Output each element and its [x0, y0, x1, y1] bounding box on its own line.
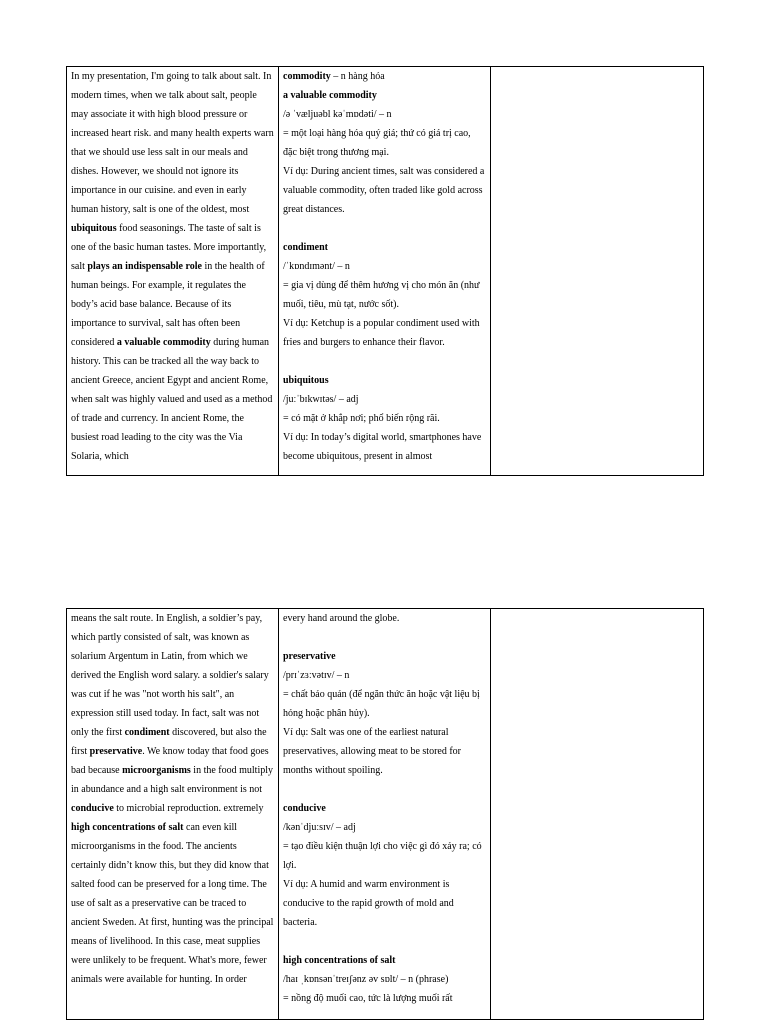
spacer — [283, 628, 486, 647]
key-term: a valuable commodity — [283, 90, 377, 101]
vocab-line — [283, 818, 486, 837]
key-term: high concentrations of salt — [283, 955, 396, 966]
vocab-line — [283, 409, 486, 428]
vocab-line — [283, 837, 486, 875]
text-run: /kənˈdjuːsɪv/ – adj — [283, 822, 356, 833]
passage-text — [67, 67, 278, 475]
notes-table-2 — [66, 608, 704, 1020]
vocab-line — [283, 609, 486, 628]
text-run: = gia vị dùng để thêm hương vị cho món ăn (như muối, tiêu, mù tạt, nước sốt). — [283, 280, 480, 310]
text-run: . We know today that food goes bad because — [71, 746, 269, 776]
key-term: conducive — [71, 803, 114, 814]
text-run: during human history. This can be tracked all the way back to ancient Greece, ancient Egypt and ancient Rome, when salt was highly valued and used as a method of trade and currency. In ancient Rome, the busiest road leading to the city was the Via Solaria, which — [71, 337, 273, 462]
text-run: /prɪˈzɜːvətɪv/ – n — [283, 670, 350, 681]
vocab-line — [283, 276, 486, 314]
vocab-line — [283, 390, 486, 409]
text-run: every hand around the globe. — [283, 613, 400, 624]
passage-paragraph — [71, 67, 274, 466]
notes-cell — [491, 609, 704, 1020]
vocab-line — [283, 314, 486, 352]
text-run: = nồng độ muối cao, tức là lượng muối rất — [283, 993, 453, 1004]
notes-text — [491, 67, 703, 475]
vocab-line — [283, 124, 486, 162]
vocab-line — [283, 105, 486, 124]
key-term: condiment — [283, 242, 328, 253]
vocab-line — [283, 647, 486, 666]
text-run: – n hàng hóa — [330, 71, 385, 82]
key-term: conducive — [283, 803, 326, 814]
text-run: Ví dụ: During ancient times, salt was considered a valuable commodity, often traded like gold across great distances. — [283, 166, 485, 215]
key-term: ubiquitous — [283, 375, 329, 386]
passage-cell — [67, 609, 279, 1020]
vocab-line — [283, 238, 486, 257]
text-run: = có mặt ở khắp nơi; phổ biến rộng rãi. — [283, 413, 440, 424]
vocab-line — [283, 666, 486, 685]
spacer — [283, 780, 486, 799]
vocab-line — [283, 428, 486, 466]
text-run: in the health of human beings. For example, it regulates the body’s acid base balance. Because of its importance to survival, salt has often been considered — [71, 261, 265, 348]
vocabulary-list — [279, 67, 490, 475]
text-run: in the food multiply in abundance and a high salt environment is not — [71, 765, 274, 795]
vocab-line — [283, 970, 486, 989]
passage-cell — [67, 67, 279, 476]
text-run: /haɪ ˌkɒnsənˈtreɪʃənz əv sɒlt/ – n (phrase) — [283, 974, 449, 985]
spacer — [283, 932, 486, 951]
text-run: /ə ˈvæljuəbl kəˈmɒdəti/ – n — [283, 109, 392, 120]
vocab-line — [283, 257, 486, 276]
passage-text — [67, 609, 278, 1019]
text-run: discovered, but also the first — [71, 727, 267, 757]
spacer — [283, 219, 486, 238]
vocabulary-cell — [279, 67, 491, 476]
key-term: plays an indispensable role — [87, 261, 202, 272]
text-run: food seasonings. The taste of salt is one of the basic human tastes. More importantly, salt — [71, 223, 267, 272]
key-term: ubiquitous — [71, 223, 117, 234]
text-run: Ví dụ: In today’s digital world, smartphones have become ubiquitous, present in almost — [283, 432, 482, 462]
key-term: microorganisms — [122, 765, 191, 776]
text-run: /juːˈbɪkwɪtəs/ – adj — [283, 394, 359, 405]
vocab-line — [283, 875, 486, 932]
notes-text — [491, 609, 703, 1019]
vocab-line — [283, 67, 486, 86]
key-term: a valuable commodity — [116, 337, 211, 348]
text-run: = một loại hàng hóa quý giá; thứ có giá trị cao, đặc biệt trong thương mại. — [283, 128, 471, 158]
text-run: = chất bảo quản (để ngăn thức ăn hoặc vật liệu bị hỏng hoặc phân hủy). — [283, 689, 480, 719]
text-run: In my presentation, I'm going to talk about salt. In modern times, when we talk about salt, people may associate it with high blood pressure or increased heart risk. and many health experts warn that we should use less salt in our meals and dishes. However, we should not ignore its importance in our cuisine. and even in early human history, salt is one of the oldest, most — [71, 71, 274, 215]
vocab-line — [283, 86, 486, 105]
spacer — [283, 352, 486, 371]
text-run: /ˈkɒndɪmənt/ – n — [283, 261, 350, 272]
vocab-line — [283, 951, 486, 970]
key-term: condiment — [124, 727, 170, 738]
vocab-line — [283, 799, 486, 818]
text-run: Ví dụ: Ketchup is a popular condiment used with fries and burgers to enhance their flavor. — [283, 318, 480, 348]
notes-table-1 — [66, 66, 704, 476]
vocab-line — [283, 371, 486, 390]
vocab-line — [283, 685, 486, 723]
vocab-line — [283, 723, 486, 780]
text-run: Ví dụ: Salt was one of the earliest natural preservatives, allowing meat to be stored for months without spoiling. — [283, 727, 461, 776]
text-run: = tạo điều kiện thuận lợi cho việc gì đó xảy ra; có lợi. — [283, 841, 482, 871]
notes-cell — [491, 67, 704, 476]
key-term: commodity — [283, 71, 331, 82]
text-run: to microbial reproduction. extremely — [113, 803, 264, 814]
vocabulary-cell — [279, 609, 491, 1020]
passage-paragraph — [71, 609, 274, 989]
key-term: preservative — [89, 746, 143, 757]
key-term: preservative — [283, 651, 336, 662]
text-run: can even kill microorganisms in the food. The ancients certainly didn’t know this, but they did know that salted food can be preserved for a long time. The use of salt as a preservative can be traced to ancient Sweden. At first, hunting was the principal means of livelihood. In this case, meat supplies were unlikely to be frequent. What's more, fewer animals were available for hunting. In order — [71, 822, 274, 985]
vocab-line — [283, 989, 486, 1008]
vocabulary-list — [279, 609, 490, 1019]
key-term: high concentrations of salt — [71, 822, 184, 833]
text-run: means the salt route. In English, a soldier’s pay, which partly consisted of salt, was known as solarium Argentum in Latin, from which we derived the English word salary. a soldier's salary was cut if he was "not worth his salt", an expression still used today. In fact, salt was not only the first — [71, 613, 269, 738]
vocab-line — [283, 162, 486, 219]
text-run: Ví dụ: A humid and warm environment is conducive to the rapid growth of mold and bacteria. — [283, 879, 454, 928]
